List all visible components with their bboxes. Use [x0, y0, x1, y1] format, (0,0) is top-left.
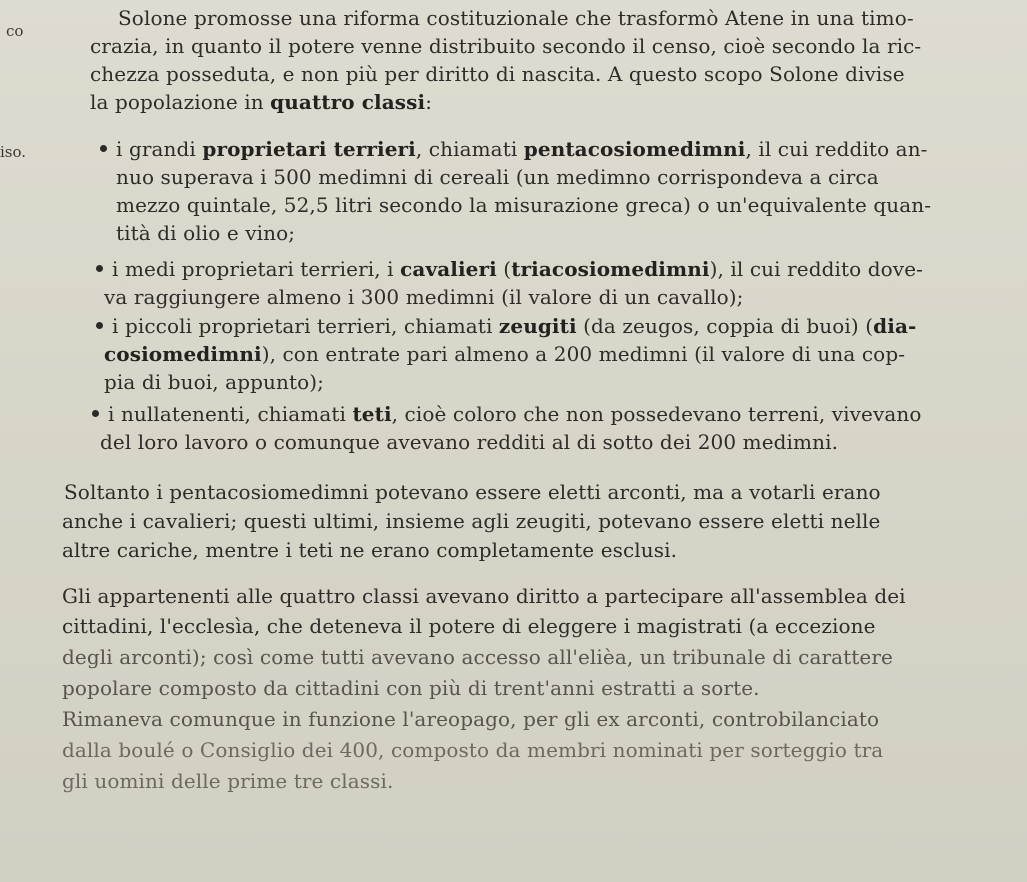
class-item-line: tità di olio e vino; [116, 221, 296, 245]
paragraph-line: Soltanto i pentacosiomedimni potevano essere eletti arconti, ma a votarli erano [64, 480, 881, 504]
intro-line: chezza posseduta, e non più per diritto di nascita. A questo scopo Solone divise [90, 62, 905, 86]
margin-note-top: co [6, 22, 24, 40]
paragraph-line: Rimaneva comunque in funzione l'areopago, per gli ex arconti, controbilanciato [62, 707, 880, 731]
paragraph-line: gli uomini delle prime tre classi. [62, 769, 394, 793]
paragraph-line: Gli appartenenti alle quattro classi avevano diritto a partecipare all'assemblea dei [62, 584, 906, 608]
bullet-icon [100, 145, 107, 152]
paragraph-line: altre cariche, mentre i teti ne erano completamente esclusi. [62, 538, 678, 562]
class-item-line: i piccoli proprietari terrieri, chiamati zeugiti (da zeugos, coppia di buoi) (dia- [112, 314, 917, 338]
paragraph-line: dalla boulé o Consiglio dei 400, composto da membri nominati per sorteggio tra [62, 738, 884, 762]
intro-line: Solone promosse una riforma costituzionale che trasformò Atene in una timo- [118, 6, 914, 30]
bullet-icon [96, 322, 103, 329]
paragraph-line: anche i cavalieri; questi ultimi, insieme agli zeugiti, potevano essere eletti nelle [62, 509, 881, 533]
bullet-icon [92, 410, 99, 417]
paragraph-line: popolare composto da cittadini con più di trent'anni estratti a sorte. [62, 676, 760, 700]
class-item-line: mezzo quintale, 52,5 litri secondo la misurazione greca) o un'equivalente quan- [116, 193, 932, 217]
margin-note-middle: iso. [0, 143, 27, 161]
intro-line: la popolazione in quattro classi: [90, 90, 433, 114]
class-item-line: pia di buoi, appunto); [104, 370, 324, 394]
class-item-line: i medi proprietari terrieri, i cavalieri (triacosiomedimni), il cui reddito dove- [112, 257, 923, 281]
class-item-line: i grandi proprietari terrieri, chiamati pentacosiomedimni, il cui reddito an- [116, 137, 928, 161]
intro-line: crazia, in quanto il potere venne distribuito secondo il censo, cioè secondo la ric- [90, 34, 922, 58]
class-item-line: cosiomedimni), con entrate pari almeno a 200 medimni (il valore di una cop- [104, 342, 906, 366]
bullet-icon [96, 265, 103, 272]
class-item-line: nuo superava i 500 medimni di cereali (un medimno corrispondeva a circa [116, 165, 879, 189]
class-item-line: va raggiungere almeno i 300 medimni (il valore di un cavallo); [104, 285, 744, 309]
class-item-line: i nullatenenti, chiamati teti, cioè coloro che non possedevano terreni, vivevano [108, 402, 922, 426]
paragraph-line: cittadini, l'ecclesìa, che deteneva il potere di eleggere i magistrati (a eccezione [62, 614, 876, 638]
class-item-line: del loro lavoro o comunque avevano redditi al di sotto dei 200 medimni. [100, 430, 839, 454]
paragraph-line: degli arconti); così come tutti avevano accesso all'elièa, un tribunale di carattere [62, 645, 893, 669]
